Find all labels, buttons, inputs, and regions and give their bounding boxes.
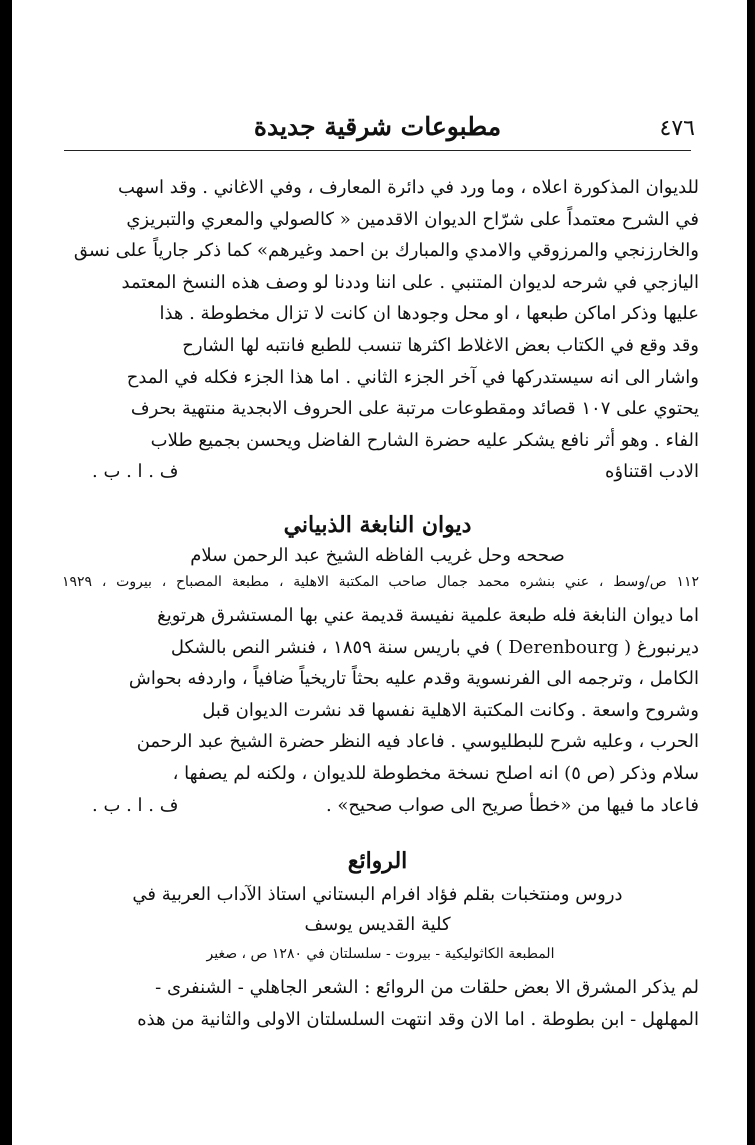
page-header [60,112,695,150]
review-subtitle: دروس ومنتخبات بقلم فؤاد افرام البستاني استاذ الآداب العربية في [132,884,623,905]
paragraph-line: الكامل ، وترجمه الى الفرنسوية وقدم عليه بحثاً تاريخياً ضافياً ، واردفه بحواش [128,668,699,690]
section1-paragraph [62,172,699,488]
paragraph-line: ديرنبورغ ( Derenbourg ) في باريس سنة ١٨٥٩ ، فنشر النص بالشكل [170,636,699,658]
review-title: الروائع [347,848,408,874]
paragraph-last-line [62,456,699,488]
paragraph-line: في الشرح معتمداً على شرّاح الديوان الاقدمين « كالصولي والمعري والتبريزي [126,208,699,230]
publication-details: ١١٢ ص/وسط ، عني بنشره محمد جمال صاحب المكتبة الاهلية ، مطبعة المصباح ، بيروت ، ١٩٢٩ [62,574,699,590]
paragraph-line: وشروح واسعة . وكانت المكتبة الاهلية نفسها قد نشرت الديوان قبل [202,699,699,721]
running-title: مطبوعات شرقية جديدة [253,112,502,141]
paragraph-line: المهلهل - ابن بطوطة . اما الان وقد انتهت السلسلتان الاولى والثانية من هذه [137,1008,699,1030]
reviewer-signature: ف . ا . ب . [92,461,179,483]
paragraph-line: اما ديوان النابغة فله طبعة علمية نفيسة قديمة عني بها المستشرق هرتويغ [157,605,699,626]
paragraph-line: والخارزنجي والمرزوقي والامدي والمبارك بن احمد وغيرهم» كما ذكر جارياً على نسق [73,240,699,262]
section2-paragraph [62,600,699,821]
paragraph-line: عليها وذكر اماكن طبعها ، او محل وجودها ان كانت لا تزال مخطوطة . هذا [159,303,699,325]
scan-border-left [0,0,12,1145]
page-number: ٤٧٦ [659,116,695,141]
review-title: ديوان النابغة الذبياني [283,512,472,538]
paragraph-line: لم يذكر المشرق الا بعض حلقات من الروائع : الشعر الجاهلي - الشنفرى - [155,977,699,998]
scan-border-right [747,0,755,1145]
paragraph-line: واشار الى انه سيستدركها في آخر الجزء الثاني . اما هذا الجزء فكله في المدح [126,366,699,388]
paragraph-line: وقد وقع في الكتاب بعض الاغلاط اكثرها تنسب للطبع فانتبه لها الشارح [182,334,699,356]
paragraph-line: الفاء . وهو أثر نافع يشكر عليه حضرة الشارح الفاضل ويحسن بجميع طلاب [150,429,699,451]
paragraph-last-line [62,790,699,822]
paragraph-line: الحرب ، وعليه شرح للبطليوسي . فاعاد فيه النظر حضرة الشيخ عبد الرحمن [136,731,699,753]
last-line-text: الادب اقتناؤه [604,461,699,483]
review-subtitle: كلية القديس يوسف [304,914,451,935]
paragraph-line: اليازجي في شرحه لديوان المتنبي . على اننا وددنا لو وصف هذه النسخ المعتمد [121,271,699,293]
paragraph-line: يحتوي على ١٠٧ قصائد ومقطوعات مرتبة على الحروف الابجدية منتهية بحرف [130,398,699,420]
last-line-text: فاعاد ما فيها من «خطأ صريح الى صواب صحيح» . [325,794,699,816]
header-rule [64,150,691,151]
section3-paragraph [62,972,699,1035]
review-subtitle: صححه وحل غريب الفاظه الشيخ عبد الرحمن سلام [190,545,565,566]
paragraph-line: للديوان المذكورة اعلاه ، وما ورد في دائرة المعارف ، وفي الاغاني . وقد اسهب [117,177,699,198]
reviewer-signature: ف . ا . ب . [92,794,179,816]
publication-details: المطبعة الكاثوليكية - بيروت - سلسلتان في ١٢٨٠ ص ، صغير [206,946,555,962]
paragraph-line: سلام وذكر (ص ٥) انه اصلح نسخة مخطوطة للديوان ، ولكنه لم يصفها ، [172,762,699,784]
